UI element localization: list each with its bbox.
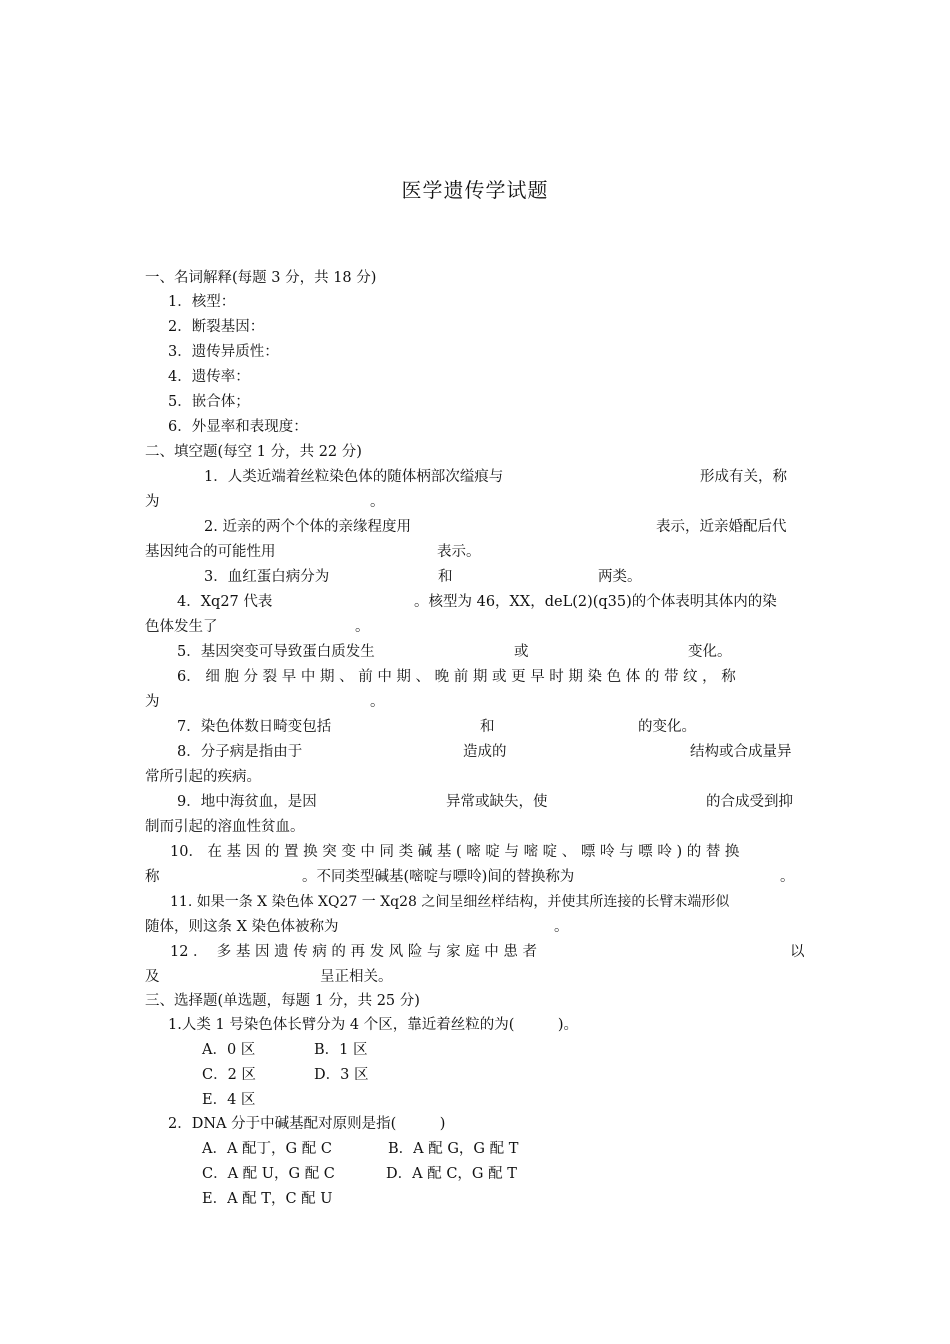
fill-q2-text-2: 表示，近亲婚配后代 [656,519,787,535]
fill-q12-text-3: 及 [145,969,160,985]
fill-q4-text-2: 。核型为 46，XX，deL(2)(q35)的个体表明其体内的染 [414,594,777,610]
fill-q11-text: 11. 如果一条 X 染色体 XQ27 一 Xq28 之间呈细丝样结构，并使其所连接的长臂末端形似 [170,894,730,910]
fill-q8-text: 8．分子病是指由于 [177,744,303,760]
section-2-heading: 二、填空题(每空 1 分，共 22 分) [145,444,362,460]
fill-q6-text-2: 为 [145,694,160,710]
fill-q10-end: 。 [780,869,795,885]
fill-q12-end: 呈正相关。 [320,969,393,985]
fill-q9-end: 制而引起的溶血性贫血。 [145,819,305,835]
fill-q9-text-3: 的合成受到抑 [706,794,793,810]
fill-q8-text-2: 造成的 [463,744,507,760]
fill-q3-and: 和 [438,569,453,585]
mc-q1-option-b: B．1 区 [314,1042,368,1058]
s1-item-1: 1．核型： [168,294,236,310]
section-1-heading: 一、名词解释(每题 3 分，共 18 分) [145,270,377,286]
fill-q1-end: 。 [370,494,385,510]
mc-q2-text: 2．DNA 分于中碱基配对原则是指( ) [168,1116,446,1132]
fill-q2-text: 2. 近亲的两个个体的亲缘程度用 [204,519,411,535]
mc-q2-option-c: C．A 配 U，G 配 C [202,1166,335,1182]
mc-q1-text: 1.人类 1 号染色体长臂分为 4 个区，靠近着丝粒的为( )。 [168,1017,579,1033]
fill-q10-text: 10． 在 基 因 的 置 换 突 变 中 同 类 碱 基 ( 嘧 啶 与 嘧 啶 、 嘌 呤 与 嘌 呤 ) 的 替 换 [170,844,740,860]
mc-q2-option-e: E．A 配 T，C 配 U [202,1191,333,1207]
s1-item-3: 3．遗传异质性： [168,344,279,360]
fill-q8-text-3: 结构或合成量异 [690,744,792,760]
s1-item-2: 2．断裂基因： [168,319,265,335]
fill-q1-text-2: 形成有关，称 [700,469,787,485]
fill-q2-end: 表示。 [437,544,481,560]
fill-q4-text-3: 色体发生了 [145,619,218,635]
fill-q4-end: 。 [355,619,370,635]
fill-q11-text-2: 随体，则这条 X 染色体被称为 [145,919,339,935]
mc-q1-option-d: D．3 区 [314,1067,369,1083]
fill-q9-text: 9．地中海贫血，是因 [177,794,317,810]
s1-item-5: 5．嵌合体； [168,394,250,410]
fill-q7-end: 的变化。 [638,719,696,735]
s1-item-4: 4．遗传率： [168,369,250,385]
page-title: 医学遗传学试题 [401,178,549,202]
mc-q1-option-a: A．0 区 [202,1042,256,1058]
mc-q1-option-c: C．2 区 [202,1067,256,1083]
fill-q11-end: 。 [554,919,569,935]
s1-item-6: 6．外显率和表现度： [168,419,308,435]
mc-q1-option-e: E．4 区 [202,1092,256,1108]
section-3-heading: 三、选择题(单选题，每题 1 分，共 25 分) [145,993,420,1009]
fill-q5-end: 变化。 [688,644,732,660]
fill-q1-text: 1．人类近端着丝粒染色体的随体柄部次缢痕与 [204,469,504,485]
fill-q5-or: 或 [514,644,529,660]
fill-q3-end: 两类。 [598,569,642,585]
fill-q3-text: 3．血红蛋白病分为 [204,569,330,585]
fill-q10-text-3: 。不同类型碱基(嘧啶与嘌呤)间的替换称为 [302,869,575,885]
fill-q12-text: 12 ． 多 基 因 遗 传 病 的 再 发 风 险 与 家 庭 中 患 者 [170,944,538,960]
fill-q10-text-2: 称 [145,869,160,885]
mc-q2-option-d: D．A 配 C，G 配 T [386,1166,517,1182]
fill-q5-text: 5．基因突变可导致蛋白质发生 [177,644,375,660]
fill-q7-and: 和 [480,719,495,735]
fill-q6-end: 。 [370,694,385,710]
fill-q1-text-3: 为 [145,494,160,510]
mc-q2-option-a: A．A 配丁，G 配 C [202,1141,332,1157]
fill-q7-text: 7．染色体数日畸变包括 [177,719,332,735]
fill-q8-end: 常所引起的疾病。 [145,769,261,785]
fill-q12-text-2: 以 [790,944,805,960]
fill-q9-text-2: 异常或缺失，使 [446,794,548,810]
fill-q6-text: 6． 细 胞 分 裂 早 中 期 、 前 中 期 、 晚 前 期 或 更 早 时 期 染 色 体 的 带 纹 ， 称 [177,669,736,685]
mc-q2-option-b: B．A 配 G，G 配 T [388,1141,519,1157]
fill-q2-text-3: 基因纯合的可能性用 [145,544,276,560]
fill-q4-text: 4．Xq27 代表 [177,594,273,610]
